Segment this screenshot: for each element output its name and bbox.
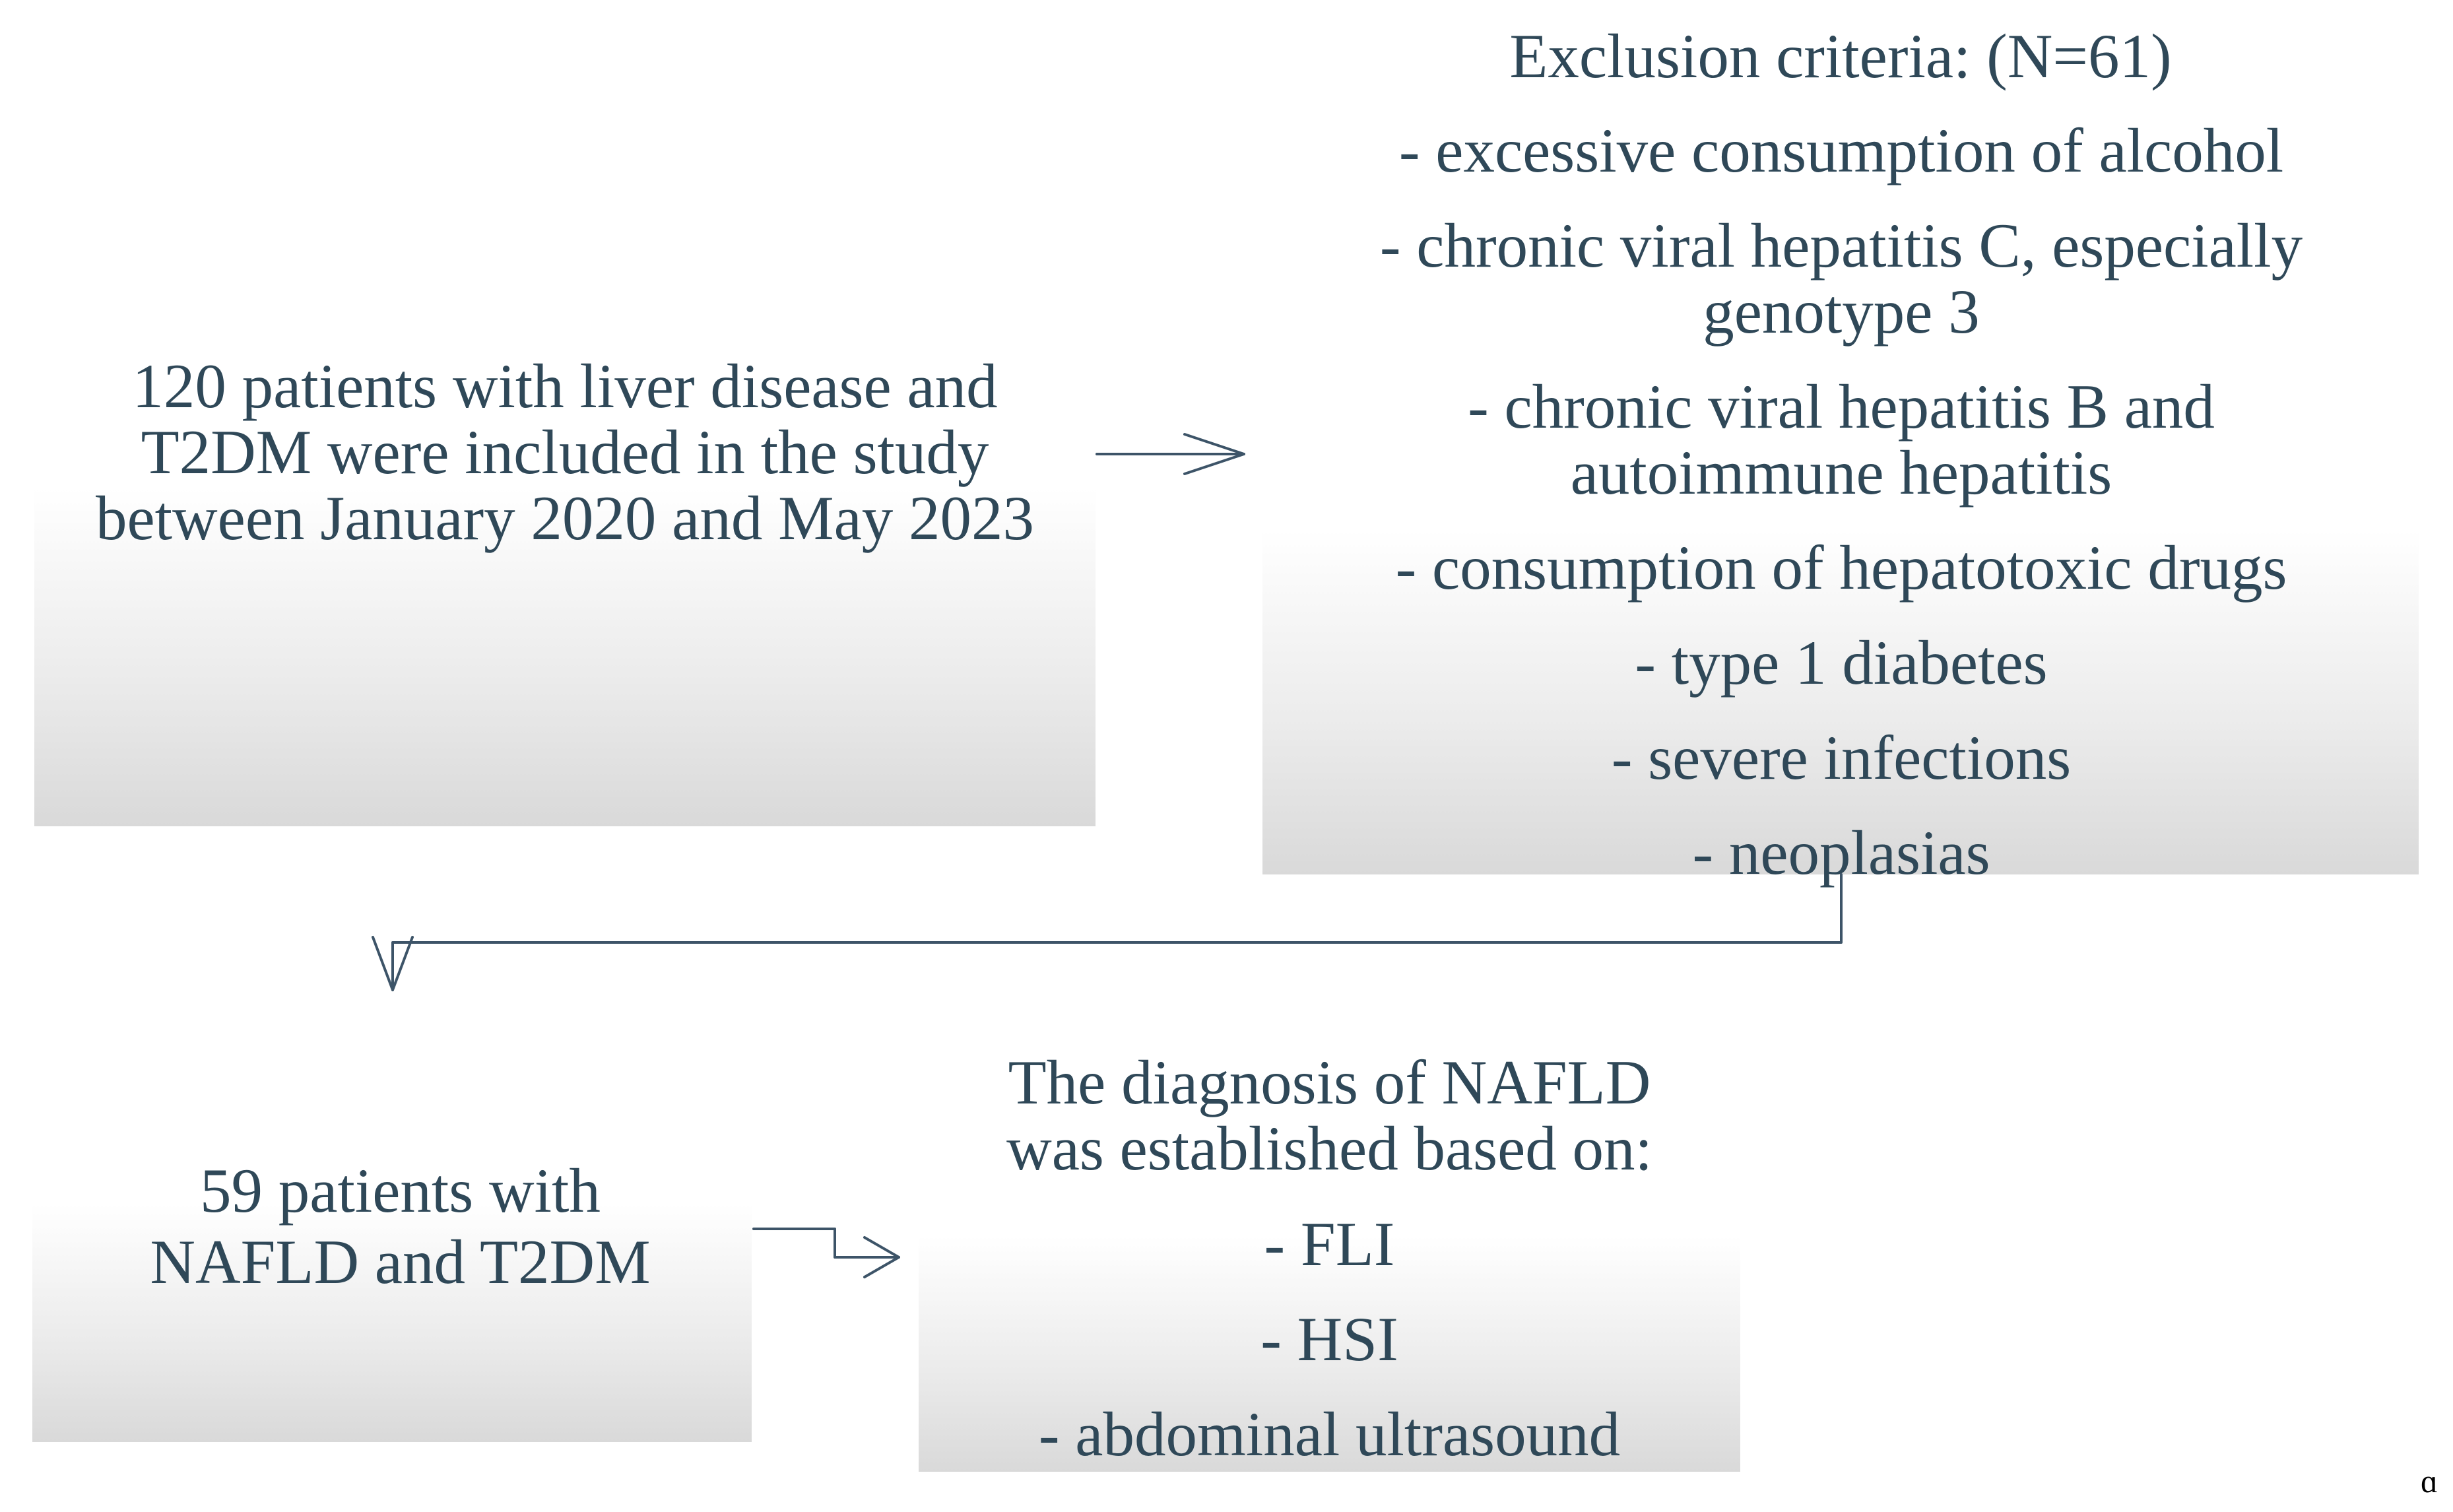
diagnosis-item: - HSI [1260, 1304, 1398, 1374]
exclusion-item: - chronic viral hepatitis C, especially genotype 3 [1379, 211, 2303, 346]
nafld-line-1: 59 patients with [200, 1156, 601, 1226]
included-line-2: T2DM were included in the study [141, 417, 989, 487]
exclusion-item: - consumption of hepatotoxic drugs [1395, 533, 2287, 603]
exclusion-title: Exclusion criteria: (N=61) [1509, 21, 2172, 91]
exclusion-item: - chronic viral hepatitis B and autoimmune hepatitis [1468, 372, 2215, 508]
diagnosis-title-line-2: was established based on: [1006, 1113, 1652, 1183]
diagnosis-title-line-1: The diagnosis of NAFLD [1008, 1047, 1651, 1117]
diagnosis-item: - FLI [1264, 1209, 1395, 1279]
exclusion-item: - type 1 diabetes [1635, 628, 2048, 698]
included-line-3: between January 2020 and May 2023 [96, 483, 1034, 553]
exclusion-item: - neoplasias [1692, 818, 1990, 888]
exclusion-item: - excessive consumption of alcohol [1398, 115, 2284, 185]
included-line-1: 120 patients with liver disease and [132, 351, 998, 421]
corner-mark: ɑ [2421, 1463, 2438, 1499]
diagnosis-item: - abdominal ultrasound [1038, 1399, 1621, 1469]
arrow-exclusion-to-nafld [393, 874, 1841, 990]
nafld-line-2: NAFLD and T2DM [150, 1227, 651, 1297]
exclusion-item: - severe infections [1611, 723, 2072, 793]
arrow-nafld-to-diagnosis [754, 1229, 899, 1257]
